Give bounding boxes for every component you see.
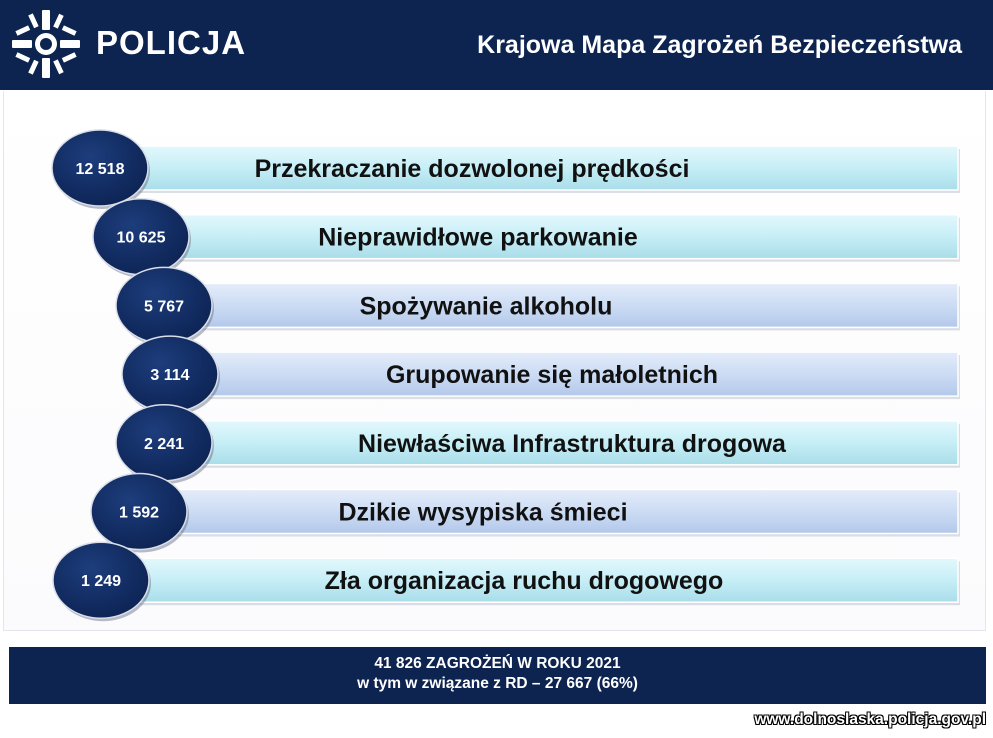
bar-row [116, 405, 960, 484]
summary-road: w tym w związane z RD – 27 667 (66%) [357, 675, 638, 692]
category-label: Nieprawidłowe parkowanie [318, 223, 638, 252]
category-label: Dzikie wysypiska śmieci [338, 498, 628, 527]
summary-total: 41 826 ZAGROŻEŃ W ROKU 2021 [374, 655, 621, 672]
value-label: 1 592 [118, 504, 160, 522]
value-label: 2 241 [143, 435, 185, 453]
value-label: 12 518 [75, 161, 125, 178]
summary-box [9, 647, 986, 704]
bar-row [91, 474, 960, 553]
bar-row [93, 199, 960, 278]
category-label: Grupowanie się małoletnich [385, 361, 719, 390]
logo-text: POLICJA [96, 24, 247, 61]
bar-row [53, 542, 960, 621]
bar-row [52, 130, 960, 209]
category-label: Zła organizacja ruchu drogowego [324, 567, 724, 596]
category-label: Przekraczanie dozwolonej prędkości [254, 155, 690, 183]
value-label: 5 767 [143, 298, 185, 316]
category-label: Spożywanie alkoholu [359, 292, 613, 321]
bar-row [122, 336, 960, 415]
value-label: 10 625 [116, 229, 166, 247]
value-label: 3 114 [150, 367, 190, 385]
website-url[interactable]: www.dolnoslaska.policja.gov.pl [754, 711, 986, 728]
category-label: Niewłaściwa Infrastruktura drogowa [358, 429, 786, 458]
bar-row [116, 267, 960, 346]
page-title: Krajowa Mapa Zagrożeń Bezpieczeństwa [477, 31, 962, 59]
value-label: 1 249 [80, 573, 122, 591]
